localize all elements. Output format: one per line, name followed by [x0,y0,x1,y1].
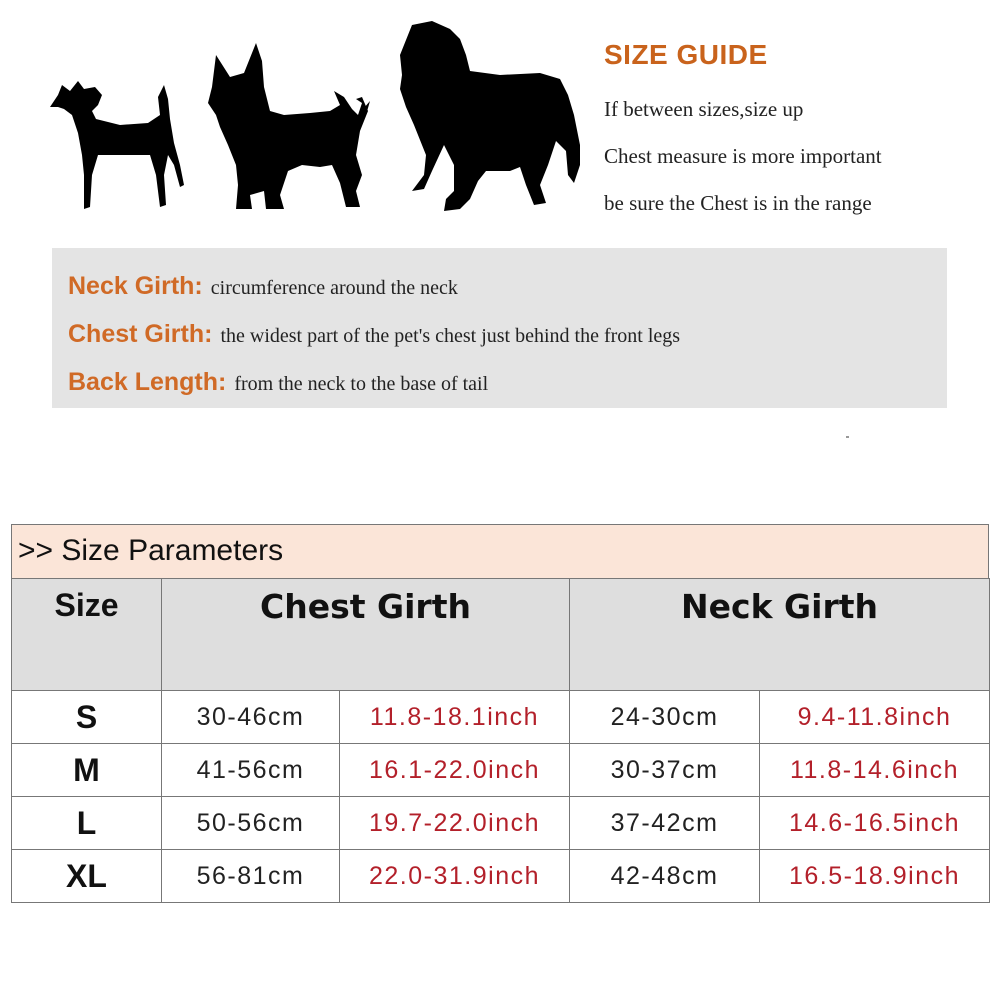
yorkie-silhouette-icon [208,43,370,209]
size-guide [604,38,994,227]
chihuahua-silhouette-icon [50,81,184,209]
neck-inch-cell: 11.8-14.6inch [760,744,990,797]
table-header-row [12,579,990,691]
column-header-chest-girth: Chest Girth [162,579,570,691]
guide-line-chest-important: Chest measure is more important [604,144,882,168]
column-header-size: Size [12,579,162,691]
size-cell: S [12,691,162,744]
chest-cm-cell: 41-56cm [162,744,340,797]
neck-inch-cell: 9.4-11.8inch [760,691,990,744]
definition-text: circumference around the neck [210,277,458,299]
chest-cm-cell: 30-46cm [162,691,340,744]
chest-inch-cell: 22.0-31.9inch [340,850,570,903]
neck-cm-cell: 42-48cm [570,850,760,903]
size-cell: XL [12,850,162,903]
neck-inch-cell: 14.6-16.5inch [760,797,990,850]
size-cell: L [12,797,162,850]
stray-dot [846,436,849,438]
table-row [12,797,990,850]
table-row [12,850,990,903]
size-cell: M [12,744,162,797]
size-parameters-heading: >> Size Parameters [11,524,989,578]
definition-back-length [68,358,947,406]
column-header-neck-girth: Neck Girth [570,579,990,691]
definition-text: the widest part of the pet's chest just behind the front legs [220,325,681,347]
definition-term: Neck Girth: [68,272,203,300]
size-guide-title: SIZE GUIDE [604,39,768,70]
neck-cm-cell: 37-42cm [570,797,760,850]
table-row [12,744,990,797]
chest-cm-cell: 56-81cm [162,850,340,903]
neck-cm-cell: 30-37cm [570,744,760,797]
definition-text: from the neck to the base of tail [234,373,489,395]
neck-inch-cell: 16.5-18.9inch [760,850,990,903]
dog-silhouettes [40,15,600,225]
size-table [11,578,990,903]
guide-line-size-up: If between sizes,size up [604,97,804,121]
guide-line-chest-range: be sure the Chest is in the range [604,191,872,215]
measurement-definitions [52,248,947,408]
pug-silhouette-icon [400,21,580,211]
neck-cm-cell: 24-30cm [570,691,760,744]
chest-cm-cell: 50-56cm [162,797,340,850]
chest-inch-cell: 11.8-18.1inch [340,691,570,744]
size-parameters [11,524,989,903]
definition-chest-girth [68,310,947,358]
definition-term: Back Length: [68,368,227,396]
definition-neck-girth [68,262,947,310]
table-row [12,691,990,744]
chest-inch-cell: 16.1-22.0inch [340,744,570,797]
definition-term: Chest Girth: [68,320,213,348]
chest-inch-cell: 19.7-22.0inch [340,797,570,850]
